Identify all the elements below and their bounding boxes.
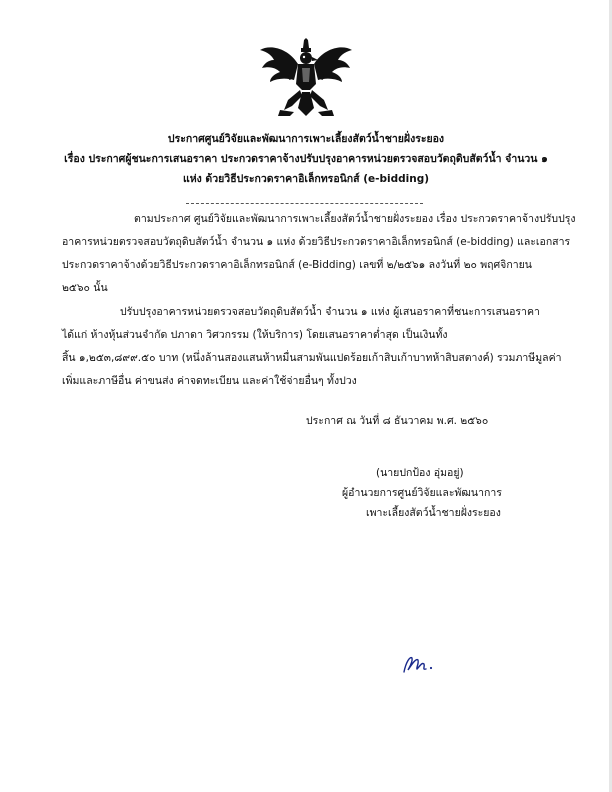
- announcement-date: ประกาศ ณ วันที่ ๘ ธันวาคม พ.ศ. ๒๕๖๐: [306, 415, 489, 427]
- para2-line-4: เพิ่มและภาษีอื่น ค่าขนส่ง ค่าจดทะเบียน และค่าใช้จ่ายอื่นๆ ทั้งปวง: [62, 375, 357, 387]
- signatory-name: (นายปกป้อง อุ่มอยู่): [376, 467, 464, 479]
- subject-line-2: แห่ง ด้วยวิธีประกวดราคาอิเล็กทรอนิกส์ (e-bidding): [182, 173, 430, 185]
- para1-line-3: ประกวดราคาจ้างด้วยวิธีประกวดราคาอิเล็กทรอนิกส์ (e-Bidding) เลขที่ ๒/๒๕๖๑ ลงวันที่ ๒๐ พฤศจิกายน: [62, 259, 532, 271]
- signature-image: [400, 652, 438, 676]
- para2-line-1: ปรับปรุงอาคารหน่วยตรวจสอบวัตถุดิบสัตว์น้ำ จำนวน ๑ แห่ง ผู้เสนอราคาที่ชนะการเสนอราคา: [120, 306, 540, 318]
- announcement-title: ประกาศศูนย์วิจัยและพัฒนาการเพาะเลี้ยงสัตว์น้ำชายฝั่งระยอง: [167, 133, 445, 145]
- para1-line-1: ตามประกาศ ศูนย์วิจัยและพัฒนาการเพาะเลี้ยงสัตว์น้ำชายฝั่งระยอง เรื่อง ประกวดราคาจ้างปรับปรุง: [134, 213, 576, 225]
- signatory-position-1: ผู้อำนวยการศูนย์วิจัยและพัฒนาการ: [342, 487, 502, 499]
- separator-rule: [186, 203, 423, 204]
- subject-line-1: เรื่อง ประกาศผู้ชนะการเสนอราคา ประกวดราคาจ้างปรับปรุงอาคารหน่วยตรวจสอบวัตถุดิบสัตว์น้ำ จำนวน ๑: [64, 153, 548, 165]
- para1-line-4: ๒๕๖๐ นั้น: [62, 282, 108, 294]
- para2-line-2: ได้แก่ ห้างหุ้นส่วนจำกัด ปภาดา วิศวกรรม (ให้บริการ) โดยเสนอราคาต่ำสุด เป็นเงินทั้ง: [62, 329, 448, 341]
- signatory-position-2: เพาะเลี้ยงสัตว์น้ำชายฝั่งระยอง: [366, 507, 501, 519]
- garuda-emblem-icon: [258, 38, 354, 118]
- para1-line-2: อาคารหน่วยตรวจสอบวัตถุดิบสัตว์น้ำ จำนวน ๑ แห่ง ด้วยวิธีประกวดราคาอิเล็กทรอนิกส์ (e-bidding) และเอกสาร: [62, 236, 571, 248]
- para2-line-3: สิ้น ๑,๒๕๓,๘๙๙.๕๐ บาท (หนึ่งล้านสองแสนห้าหมื่นสามพันแปดร้อยเก้าสิบเก้าบาทห้าสิบสตางค์) รวมภาษีมูลค่า: [62, 352, 562, 364]
